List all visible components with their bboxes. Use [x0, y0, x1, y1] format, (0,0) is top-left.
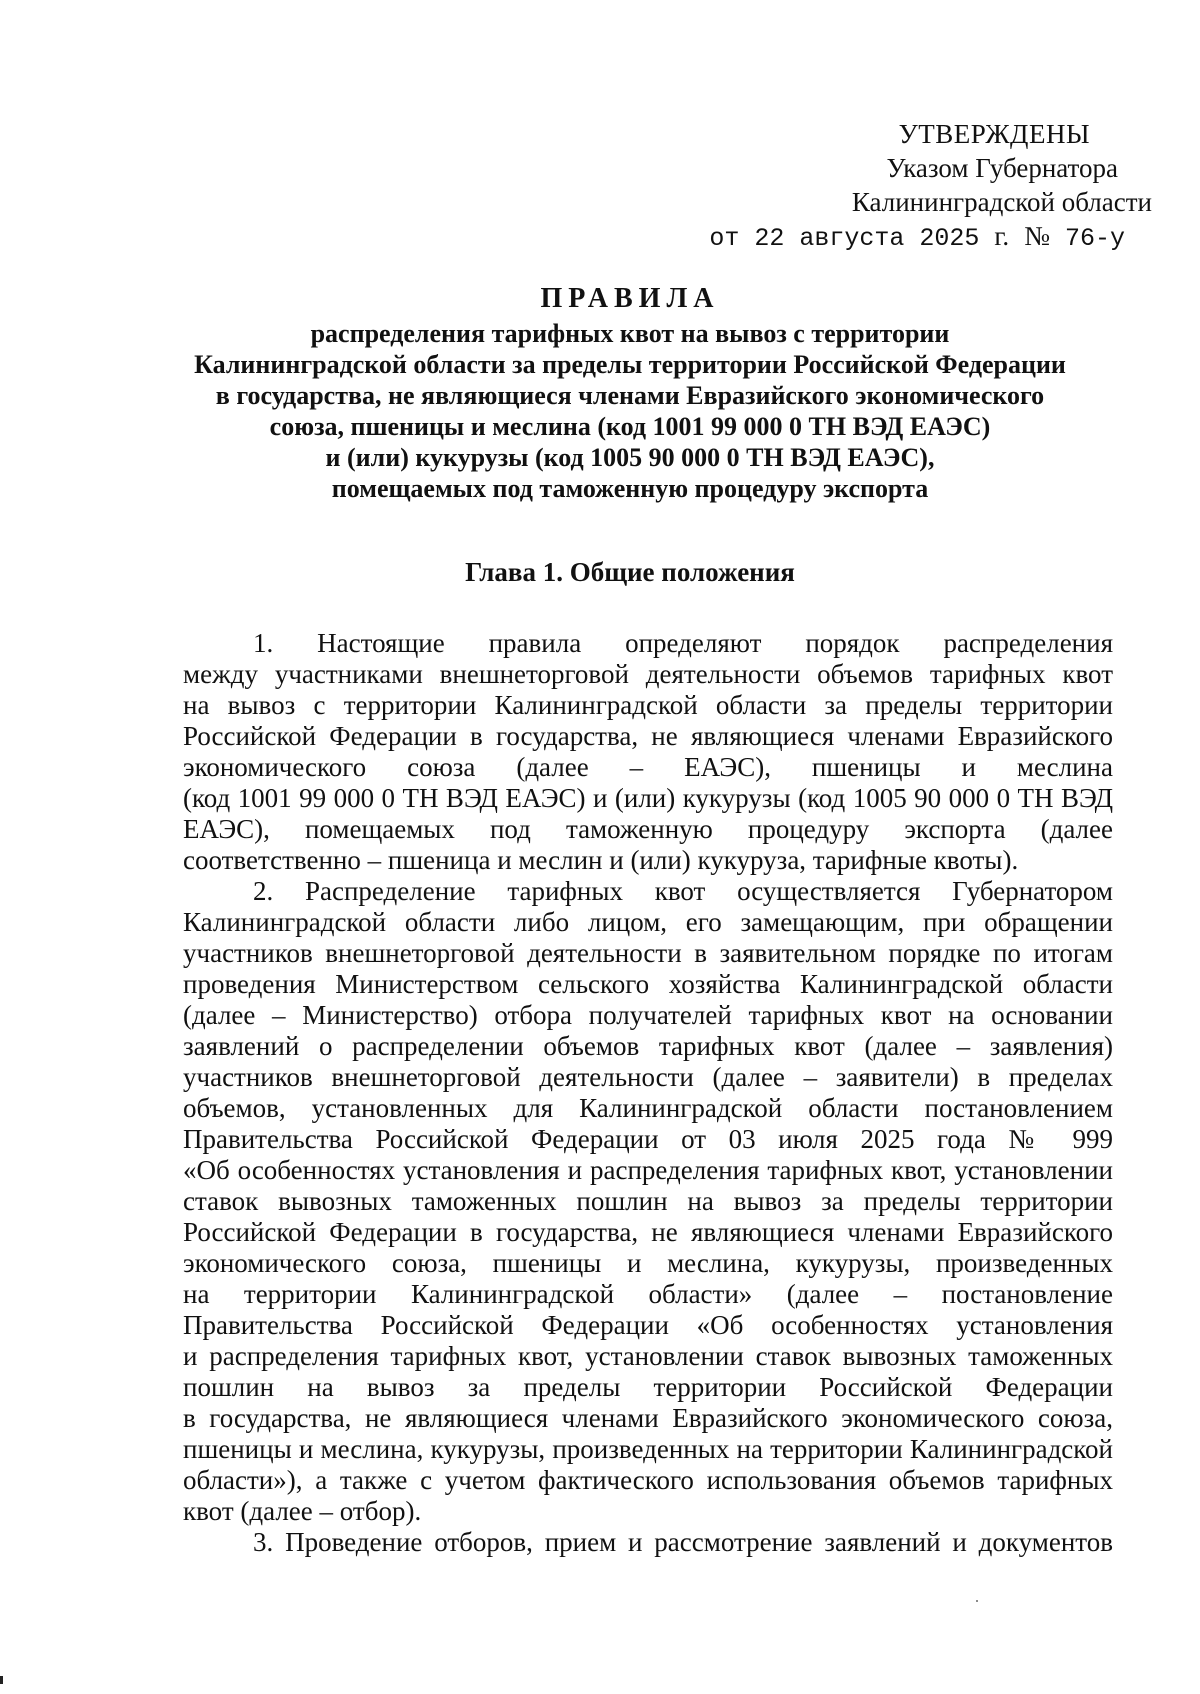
paragraph-2-line: Калининградской области либо лицом, его замещающим, при обращении	[183, 907, 1113, 937]
approval-date: от 22 августа 2025	[709, 224, 980, 253]
paragraph-2-line: Правительства Российской Федерации от 03 июля 2025 года № 999	[183, 1124, 1113, 1154]
paragraph-1-line: экономического союза (далее – ЕАЭС), пшеницы и меслина	[183, 752, 1113, 782]
document-title-block	[150, 282, 1110, 504]
paragraph-2-line: проведения Министерством сельского хозяйства Калининградской области	[183, 969, 1113, 999]
paragraph-2-line: участников внешнеторговой деятельности в заявительном порядке по итогам	[183, 938, 1113, 968]
approval-number: 76-у	[1064, 224, 1125, 253]
paragraph-2-line: объемов, установленных для Калининградской области постановлением	[183, 1093, 1113, 1123]
paragraph-2-line: и распределения тарифных квот, установлении ставок вывозных таможенных	[183, 1341, 1113, 1371]
document-subtitle-line: и (или) кукурузы (код 1005 90 000 0 ТН ВЭД ЕАЭС),	[325, 443, 935, 472]
paragraph-1-line: соответственно – пшеница и меслин и (или) кукуруза, тарифные квоты).	[183, 845, 1019, 875]
paragraph-2-line: участников внешнеторговой деятельности (далее – заявители) в пределах	[183, 1062, 1113, 1092]
paragraph-2-line: квот (далее – отбор).	[183, 1496, 422, 1526]
scan-edge-mark	[0, 1676, 3, 1684]
approval-heading: УТВЕРЖДЕНЫ	[898, 119, 1090, 149]
paragraph-3-line: 3. Проведение отборов, прием и рассмотрение заявлений и документов	[253, 1527, 1113, 1557]
paragraph-2-line: «Об особенностях установления и распределения тарифных квот, установлении	[183, 1155, 1113, 1185]
document-subtitle-line: помещаемых под таможенную процедуру экспорта	[331, 474, 929, 503]
paragraph-2-line: заявлений о распределении объемов тарифных квот (далее – заявления)	[183, 1031, 1113, 1061]
chapter-heading: Глава 1. Общие положения	[465, 557, 795, 587]
paragraph-2-line: в государства, не являющиеся членами Евразийского экономического союза,	[183, 1403, 1113, 1433]
paragraph-2-line: на территории Калининградской области» (далее – постановление	[183, 1279, 1113, 1309]
paragraph-2-line: 2. Распределение тарифных квот осуществляется Губернатором	[253, 876, 1113, 906]
paragraph-1-line: ЕАЭС), помещаемых под таможенную процедуру экспорта (далее	[183, 814, 1113, 844]
approval-number-sign: №	[1024, 221, 1050, 251]
document-title: ПРАВИЛА	[540, 283, 720, 314]
scan-speck	[976, 1600, 978, 1602]
paragraph-1-line: на вывоз с территории Калининградской области за пределы территории	[183, 690, 1113, 720]
approval-date-number	[709, 220, 1125, 255]
paragraph-2-line: области»), а также с учетом фактического использования объемов тарифных	[183, 1465, 1113, 1495]
paragraph-1-line: 1. Настоящие правила определяют порядок распределения	[253, 628, 1113, 658]
approval-year-suffix: г.	[994, 221, 1010, 251]
paragraph-2-line: Российской Федерации в государства, не являющиеся членами Евразийского	[183, 1217, 1113, 1247]
document-subtitle-line: союза, пшеницы и меслина (код 1001 99 000 0 ТН ВЭД ЕАЭС)	[269, 412, 991, 441]
paragraph-2-line: пошлин на вывоз за пределы территории Российской Федерации	[183, 1372, 1113, 1402]
paragraph-2-line: экономического союза, пшеницы и меслина, кукурузы, произведенных	[183, 1248, 1113, 1278]
paragraph-1-line: (код 1001 99 000 0 ТН ВЭД ЕАЭС) и (или) кукурузы (код 1005 90 000 0 ТН ВЭД	[183, 783, 1113, 813]
paragraph-2-line: пшеницы и меслина, кукурузы, произведенных на территории Калининградской	[183, 1434, 1113, 1464]
approval-authority: Указом Губернатора	[886, 153, 1118, 183]
document-subtitle-line: Калининградской области за пределы территории Российской Федерации	[194, 350, 1066, 379]
document-subtitle-line: распределения тарифных квот на вывоз с территории	[310, 319, 950, 348]
paragraph-2-line: (далее – Министерство) отбора получателей тарифных квот на основании	[183, 1000, 1113, 1030]
paragraph-2-line: Правительства Российской Федерации «Об особенностях установления	[183, 1310, 1113, 1340]
approval-region: Калининградской области	[851, 187, 1152, 217]
paragraph-2-line: ставок вывозных таможенных пошлин на вывоз за пределы территории	[183, 1186, 1113, 1216]
document-subtitle-line: в государства, не являющиеся членами Евразийского экономического	[215, 381, 1045, 410]
approval-stamp-block	[0, 118, 1200, 258]
paragraph-1-line: Российской Федерации в государства, не являющиеся членами Евразийского	[183, 721, 1113, 751]
body-text	[183, 628, 1113, 1558]
paragraph-1-line: между участниками внешнеторговой деятельности объемов тарифных квот	[183, 659, 1113, 689]
